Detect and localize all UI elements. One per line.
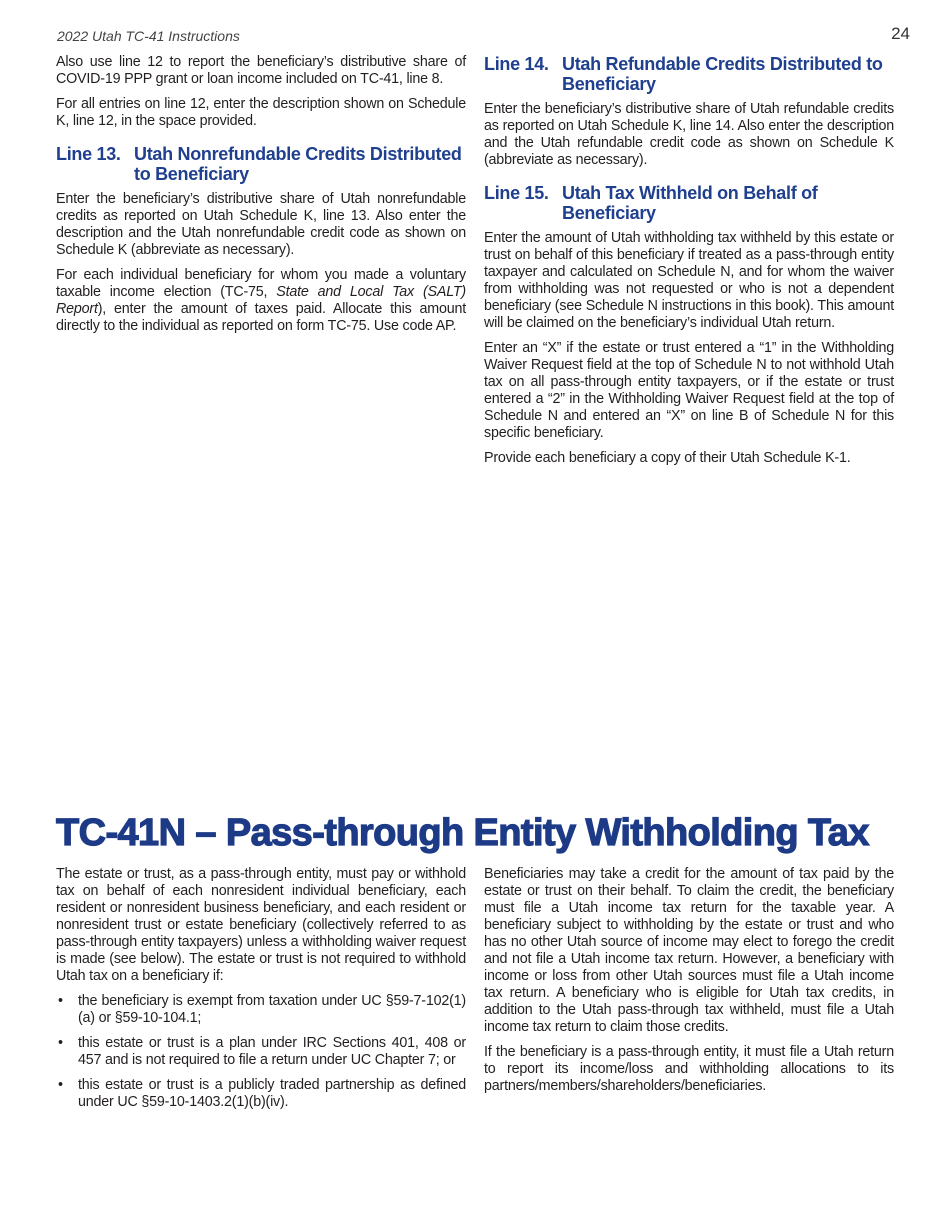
line12-description-paragraph: For all entries on line 12, enter the description shown on Schedule K, line 12, in the space provided. <box>56 96 466 129</box>
withholding-intro-paragraph: The estate or trust, as a pass-through entity, must pay or withhold tax on behalf of each nonresident individual beneficiary, each resident or nonresident business beneficiary, and each resident or nonresident trust or estate beneficiary (collectively referred to as pass-through entity taxpayers) unless a withholding waiver request is made (see below). The estate or trust is not required to withhold Utah tax on a beneficiary if: <box>56 866 466 984</box>
page-number: 24 <box>891 24 910 43</box>
top-left-column <box>56 54 466 343</box>
line13-paragraph-2 <box>56 267 466 335</box>
bottom-right-column <box>484 866 894 1103</box>
line13-para2-end: ), enter the amount of taxes paid. Allocate this amount directly to the individual as reported on form TC-75. Use code AP. <box>56 301 466 334</box>
line13-paragraph-1: Enter the beneficiary’s distributive share of Utah nonrefundable credits as reported on Utah Schedule K, line 13. Also enter the description and the Utah nonrefundable credit code as shown on Schedule K (abbreviate as necessary). <box>56 191 466 258</box>
line14-number: Line 14. <box>484 54 549 74</box>
exemption-list <box>56 993 466 1111</box>
line13-para2-start: For each individual beneficiary for whom you made a voluntary taxable income election (TC-75, <box>56 267 466 300</box>
list-item-text: this estate or trust is a publicly traded partnership as defined under UC §59-10-1403.2(1)(b)(iv). <box>78 1077 466 1110</box>
bullet-icon: • <box>58 993 63 1009</box>
bullet-icon: • <box>58 1035 63 1051</box>
top-right-column <box>484 54 894 475</box>
credit-paragraph: Beneficiaries may take a credit for the amount of tax paid by the estate or trust on their behalf. To claim the credit, the beneficiary must file a Utah income tax return for the taxable year. A beneficiary subject to withholding by the estate or trust and who has no other Utah source of income may elect to forego the credit and not file a Utah income tax return. However, a beneficiary with income or loss from other Utah sources must file a Utah income tax return. A beneficiary who is eligible for Utah tax credits, in addition to the Utah pass-through tax withheld, must file a Utah income tax return to claim those credits. <box>484 866 894 1035</box>
line14-paragraph: Enter the beneficiary’s distributive share of Utah refundable credits as reported on Utah Schedule K, line 14. Also enter the description and the Utah refundable credit code as shown on Schedule K (abbreviate as necessary). <box>484 101 894 168</box>
salt-report-title: State and Local Tax (SALT) Report <box>56 284 466 317</box>
list-item-text: the beneficiary is exempt from taxation under UC §59-7-102(1)(a) or §59-10-104.1; <box>78 993 466 1026</box>
line14-title: Utah Refundable Credits Distributed to Beneficiary <box>562 54 883 94</box>
line13-title: Utah Nonrefundable Credits Distributed to Beneficiary <box>134 144 462 184</box>
running-head: 2022 Utah TC-41 Instructions <box>57 28 240 44</box>
section-title: TC-41N – Pass-through Entity Withholding Tax <box>56 812 869 854</box>
list-item <box>56 993 466 1027</box>
line15-paragraph-1: Enter the amount of Utah withholding tax withheld by this estate or trust on behalf of this beneficiary if treated as a pass-through entity taxpayer and calculated on Schedule N, and for whom the waiver from withholding was not requested or who is not a dependent beneficiary (see Schedule N instructions in this book). This amount will be claimed on the beneficiary’s individual Utah return. <box>484 230 894 331</box>
line15-heading <box>484 183 894 223</box>
bullet-icon: • <box>58 1077 63 1093</box>
list-item-text: this estate or trust is a plan under IRC Sections 401, 408 or 457 and is not required to file a return under UC Chapter 7; or <box>78 1035 466 1068</box>
line13-number: Line 13. <box>56 144 121 164</box>
bottom-left-column <box>56 866 466 1119</box>
line13-heading <box>56 144 466 184</box>
line15-number: Line 15. <box>484 183 549 203</box>
line15-paragraph-2: Enter an “X” if the estate or trust entered a “1” in the Withholding Waiver Request field at the top of Schedule N to not withhold Utah tax on all pass-through entity taxpayers, or if the estate or trust entered a “2” in the Withholding Waiver Request field at the top of Schedule N and entered an “X” on line B of Schedule N for this specific beneficiary. <box>484 340 894 441</box>
line12-ppp-paragraph: Also use line 12 to report the beneficiary’s distributive share of COVID-19 PPP grant or loan income included on TC-41, line 8. <box>56 54 466 87</box>
list-item <box>56 1035 466 1069</box>
pass-through-beneficiary-paragraph: If the beneficiary is a pass-through entity, it must file a Utah return to report its income/loss and withholding allocations to its partners/members/shareholders/beneficiaries. <box>484 1044 894 1094</box>
line14-heading <box>484 54 894 94</box>
line15-paragraph-3: Provide each beneficiary a copy of their Utah Schedule K-1. <box>484 450 851 466</box>
line15-title: Utah Tax Withheld on Behalf of Beneficiary <box>562 183 818 223</box>
list-item <box>56 1077 466 1111</box>
